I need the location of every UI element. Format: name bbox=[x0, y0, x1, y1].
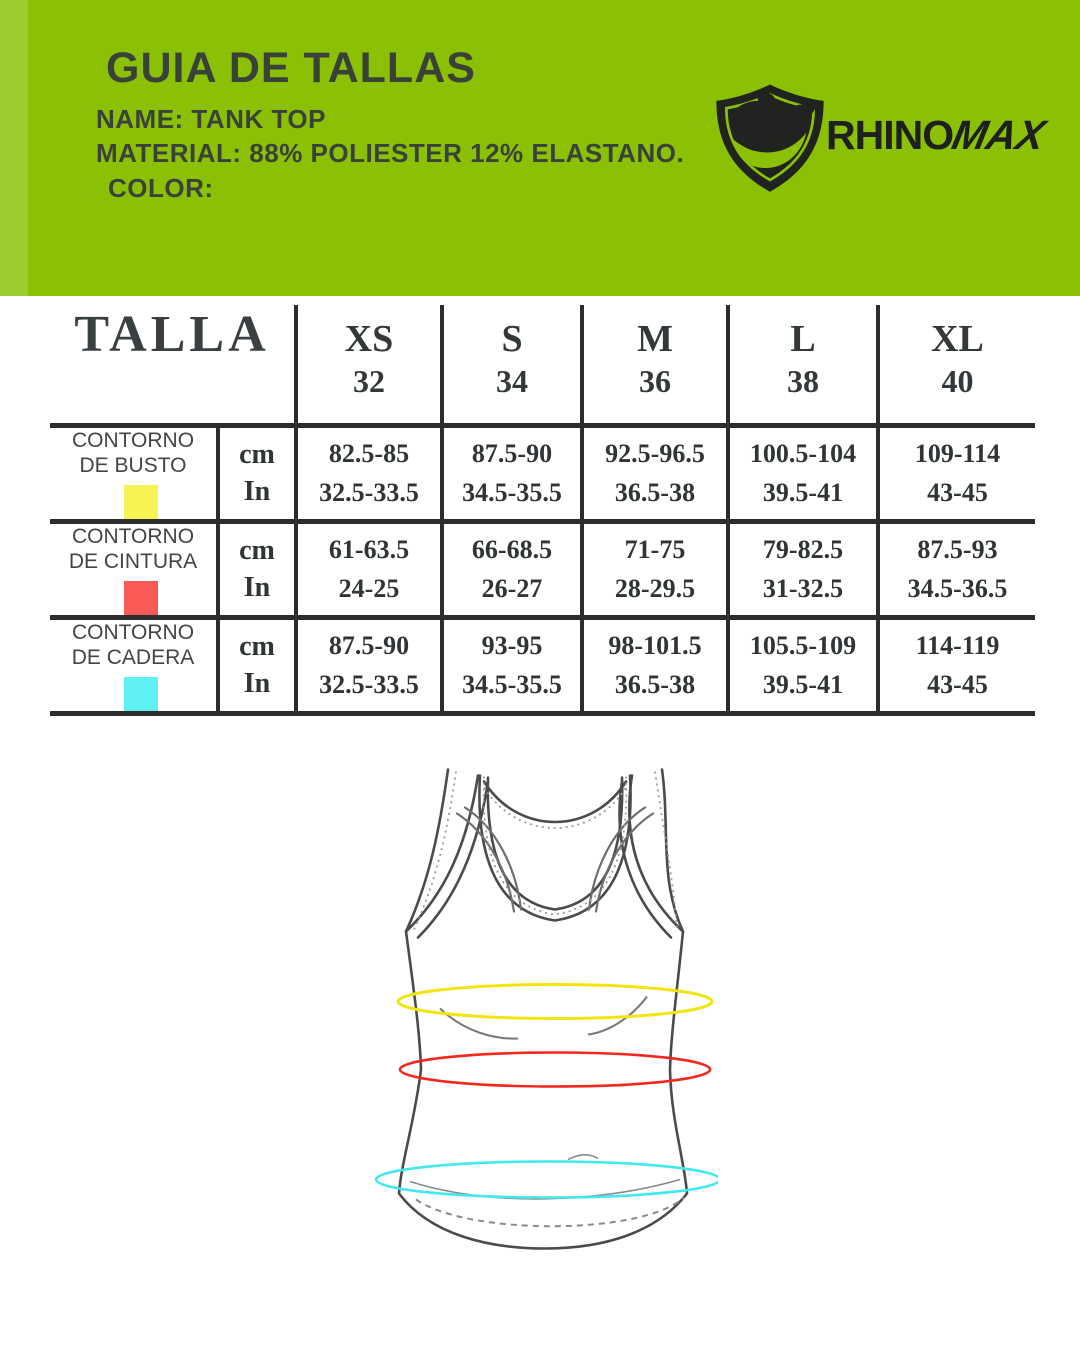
tank-top-drawing-svg bbox=[368, 748, 718, 1255]
waist-measure-line bbox=[400, 1053, 710, 1087]
garment-silhouette bbox=[399, 770, 687, 1249]
unit-cell: cm In bbox=[218, 521, 296, 617]
table-row-waist bbox=[50, 521, 1035, 617]
hip-m-cell: 98-101.5 36.5-38 bbox=[582, 617, 728, 713]
hip-xl-cell: 114-119 43-45 bbox=[878, 617, 1035, 713]
bust-xl-cell: 109-114 43-45 bbox=[878, 425, 1035, 521]
unit-cell: cm In bbox=[218, 617, 296, 713]
brand-word-max: MAX bbox=[948, 112, 1050, 158]
bust-color-swatch bbox=[124, 485, 158, 519]
bust-xs-cell: 82.5-85 32.5-33.5 bbox=[296, 425, 442, 521]
hip-l-cell: 105.5-109 39.5-41 bbox=[728, 617, 878, 713]
product-name: NAME: TANK TOP bbox=[96, 104, 326, 134]
column-header-s: S 34 bbox=[442, 305, 582, 425]
table-row-hip bbox=[50, 617, 1035, 713]
hip-s-cell: 93-95 34.5-35.5 bbox=[442, 617, 582, 713]
table-header-row bbox=[50, 305, 1035, 425]
table-corner-talla: TALLA bbox=[74, 306, 270, 363]
back-armhole-right-binding bbox=[596, 814, 653, 912]
waist-l-cell: 79-82.5 31-32.5 bbox=[728, 521, 878, 617]
waist-xl-cell: 87.5-93 34.5-36.5 bbox=[878, 521, 1035, 617]
product-material: MATERIAL: 88% POLIESTER 12% ELASTANO. bbox=[96, 138, 685, 168]
neckline-inner bbox=[488, 778, 622, 910]
waist-m-cell: 71-75 28-29.5 bbox=[582, 521, 728, 617]
bust-s-cell: 87.5-90 34.5-35.5 bbox=[442, 425, 582, 521]
rhino-shield-icon bbox=[710, 80, 830, 198]
product-color: COLOR: bbox=[108, 173, 214, 203]
page-title: GUIA DE TALLAS bbox=[106, 44, 476, 92]
row-label-waist: CONTORNO DE CINTURA bbox=[50, 521, 218, 617]
column-header-m: M 36 bbox=[582, 305, 728, 425]
hem-stitching bbox=[416, 1198, 684, 1227]
tank-top-illustration bbox=[368, 748, 718, 1255]
hip-measure-line bbox=[376, 1162, 718, 1198]
product-meta bbox=[96, 102, 684, 205]
hem-small-fold bbox=[568, 1155, 598, 1160]
left-strap-stitching bbox=[414, 772, 456, 930]
right-armhole-binding bbox=[620, 782, 671, 938]
back-armhole-left bbox=[465, 808, 521, 910]
row-label-bust: CONTORNO DE BUSTO bbox=[50, 425, 218, 521]
hip-xs-cell: 87.5-90 32.5-33.5 bbox=[296, 617, 442, 713]
column-header-xs: XS 32 bbox=[296, 305, 442, 425]
waist-s-cell: 66-68.5 26-27 bbox=[442, 521, 582, 617]
bust-measure-line bbox=[398, 985, 712, 1019]
bust-m-cell: 92.5-96.5 36.5-38 bbox=[582, 425, 728, 521]
brand-word-rhino: RHINO bbox=[826, 112, 954, 158]
brand-wordmark bbox=[826, 112, 1050, 159]
rhinomax-logo bbox=[710, 80, 1050, 198]
hip-color-swatch bbox=[124, 677, 158, 711]
column-header-xl: XL 40 bbox=[878, 305, 1035, 425]
left-armhole-binding bbox=[418, 782, 488, 938]
bust-l-cell: 100.5-104 39.5-41 bbox=[728, 425, 878, 521]
unit-cell: cm In bbox=[218, 425, 296, 521]
size-chart-table bbox=[50, 305, 1035, 716]
table-row-bust bbox=[50, 425, 1035, 521]
header-banner bbox=[0, 0, 1080, 296]
back-neckline bbox=[484, 782, 626, 823]
header-accent-strip bbox=[0, 0, 28, 296]
row-label-hip: CONTORNO DE CADERA bbox=[50, 617, 218, 713]
waist-color-swatch bbox=[124, 581, 158, 615]
waist-xs-cell: 61-63.5 24-25 bbox=[296, 521, 442, 617]
column-header-l: L 38 bbox=[728, 305, 878, 425]
